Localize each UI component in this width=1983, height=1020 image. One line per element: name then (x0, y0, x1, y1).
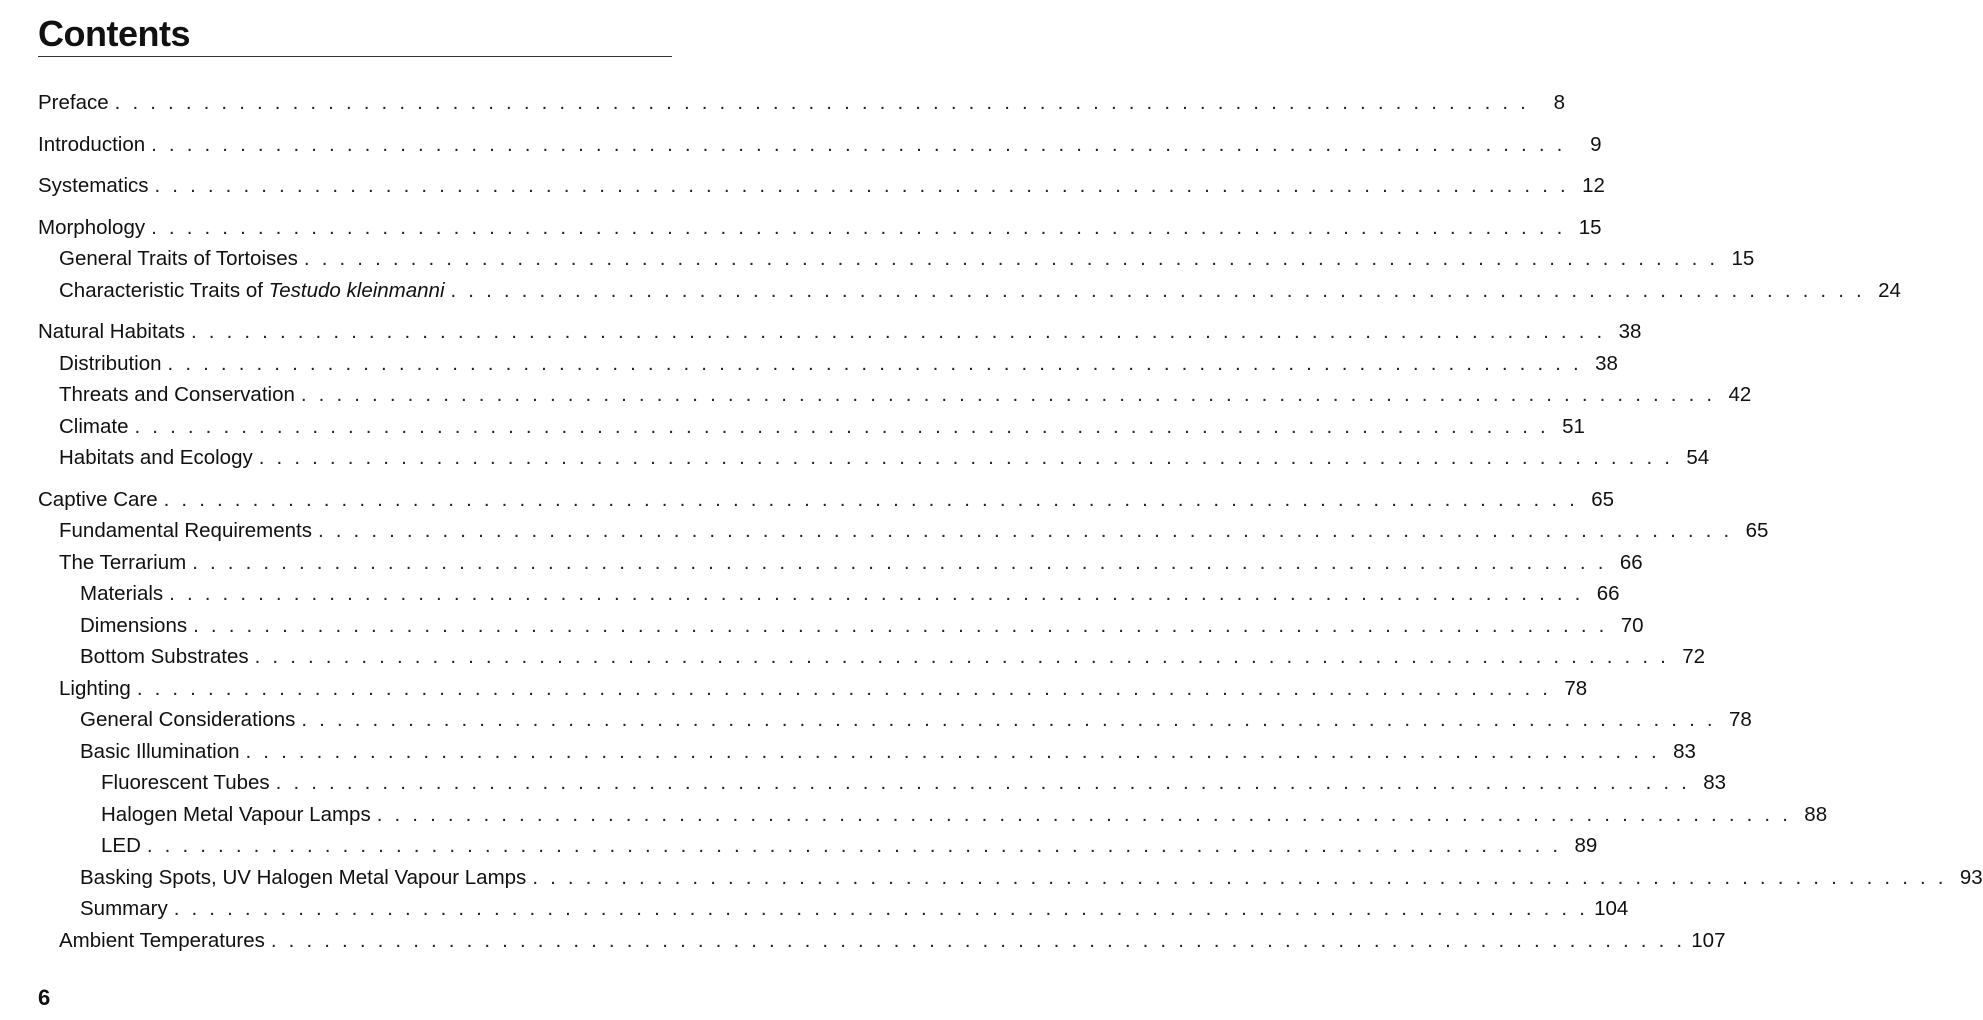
toc-entry[interactable] (38, 830, 1598, 862)
toc-entry-page: 65 (1745, 519, 1769, 542)
dot-leader: . . . . . . . . . . . . . . . . . . . . . . . . . . . . . . . . . . . . . . . . . . . . . . . . . . . . . . . . . . . . . . . . . . . . . . . . . . . . . . . . (136, 676, 1552, 700)
toc-entry-title-text: Characteristic Traits of (59, 278, 269, 302)
toc-entry[interactable] (38, 442, 1710, 474)
toc-entry[interactable] (38, 170, 1605, 202)
toc-entry-title (38, 316, 185, 348)
dot-leader: . . . . . . . . . . . . . . . . . . . . . . . . . . . . . . . . . . . . . . . . . . . . . . . . . . . . . . . . . . . . . . . . . . . . . . . . . . . . . . . . (300, 383, 1716, 406)
toc-list (38, 87, 1983, 956)
toc-entry-page: 38 (1595, 351, 1618, 375)
dot-leader: . . . . . . . . . . . . . . . . . . . . . . . . . . . . . . . . . . . . . . . . . . . . . . . . . . . . . . . . . . . . . . . . . . . . . . . . . . . . . . . . (258, 446, 1674, 469)
toc-entry[interactable] (38, 547, 1643, 579)
toc-entry[interactable] (38, 862, 1983, 894)
toc-entry[interactable] (38, 578, 1620, 610)
toc-entry-title-text: Basking Spots, UV Halogen Metal Vapour Lamps (80, 865, 527, 889)
toc-entry[interactable] (38, 129, 1602, 161)
toc-entry-title-text: Introduction (38, 132, 146, 156)
toc-entry[interactable] (38, 212, 1602, 244)
toc-entry-title (59, 379, 295, 411)
dot-leader: . . . . . . . . . . . . . . . . . . . . . . . . . . . . . . . . . . . . . . . . . . . . . . . . . . . . . . . . . . . . . . . . . . . . . . . . . . . . . . . . (134, 414, 1549, 438)
toc-entry-page: 42 (1728, 383, 1752, 406)
dot-leader: . . . . . . . . . . . . . . . . . . . . . . . . . . . . . . . . . . . . . . . . . . . . . . . . . . . . . . . . . . . . . . . . . . . . . . . . . . . . . . . . (275, 771, 1691, 794)
toc-entry-title (38, 484, 158, 516)
toc-entry-title (101, 767, 270, 799)
toc-entry-page: 15 (1578, 215, 1602, 239)
dot-leader: . . . . . . . . . . . . . . . . . . . . . . . . . . . . . . . . . . . . . . . . . . . . . . . . . . . . . . . . . . . . . . . . . . . . . . . . . . . . . . . . (450, 278, 1865, 302)
toc-entry-title (59, 673, 131, 705)
dot-leader: . . . . . . . . . . . . . . . . . . . . . . . . . . . . . . . . . . . . . . . . . . . . . . . . . . . . . . . . . . . . . . . . . . . . . . . . . . . . . . . . (151, 132, 1566, 156)
toc-entry-title-text: Summary (80, 897, 168, 920)
toc-entry-title (59, 442, 253, 474)
dot-leader: . . . . . . . . . . . . . . . . . . . . . . . . . . . . . . . . . . . . . . . . . . . . . . . . . . . . . . . . . . . . . . . . . . . . . . . . . . . . . . . . (146, 834, 1562, 857)
dot-leader: . . . . . . . . . . . . . . . . . . . . . . . . . . . . . . . . . . . . . . . . . . . . . . . . . . . . . . . . . . . . . . . . . . . . . . . . . . . . . . . . (317, 519, 1733, 542)
toc-entry-title (80, 736, 240, 768)
toc-entry-page: 83 (1703, 771, 1727, 794)
toc-entry[interactable] (38, 893, 1629, 925)
toc-entry[interactable] (38, 610, 1644, 642)
toc-entry-title (101, 830, 141, 862)
toc-entry-title-text: Distribution (59, 351, 162, 375)
toc-entry-page: 93 (1959, 865, 1983, 889)
toc-entry-page: 88 (1804, 802, 1828, 826)
dot-leader: . . . . . . . . . . . . . . . . . . . . . . . . . . . . . . . . . . . . . . . . . . . . . . . . . . . . . . . . . . . . . . . . . . . . . . . . . . . . . . . . (173, 897, 1589, 920)
toc-entry-title (38, 170, 149, 202)
dot-leader: . . . . . . . . . . . . . . . . . . . . . . . . . . . . . . . . . . . . . . . . . . . . . . . . . . . . . . . . . . . . . . . . . . . . . . . . . . . . . . . . (301, 708, 1716, 731)
toc-entry[interactable] (38, 673, 1588, 705)
toc-entry-title-text: Basic Illumination (80, 739, 240, 763)
toc-entry-title (59, 547, 186, 579)
toc-entry[interactable] (38, 515, 1769, 547)
toc-entry-title (59, 515, 312, 547)
toc-entry-title (59, 243, 298, 275)
toc-entry[interactable] (38, 316, 1642, 348)
toc-entry-title-text: Bottom Substrates (80, 645, 249, 668)
dot-leader: . . . . . . . . . . . . . . . . . . . . . . . . . . . . . . . . . . . . . . . . . . . . . . . . . . . . . . . . . . . . . . . . . . . . . . . . . . . . . . . . (376, 802, 1792, 826)
toc-entry[interactable] (38, 411, 1585, 443)
toc-entry[interactable] (38, 799, 1828, 831)
toc-entry-title-text: Systematics (38, 174, 149, 197)
toc-entry-page: 66 (1596, 582, 1620, 605)
toc-entry-page: 72 (1682, 645, 1706, 668)
dot-leader: . . . . . . . . . . . . . . . . . . . . . . . . . . . . . . . . . . . . . . . . . . . . . . . . . . . . . . . . . . . . . . . . . . . . . . . . . . . . . . . . (163, 487, 1579, 511)
toc-entry-page: 8 (1553, 91, 1566, 114)
contents-page (38, 0, 1983, 1020)
dot-leader: . . . . . . . . . . . . . . . . . . . . . . . . . . . . . . . . . . . . . . . . . . . . . . . . . . . . . . . . . . . . . . . . . . . . . . . . . . . . . . . . (169, 582, 1584, 605)
toc-entry-title-text: Natural Habitats (38, 320, 185, 343)
toc-entry-title (80, 704, 295, 736)
dot-leader: . . . . . . . . . . . . . . . . . . . . . . . . . . . . . . . . . . . . . . . . . . . . . . . . . . . . . . . . . . . . . . . . . . . . . . . . . . . . . . . . (154, 174, 1569, 197)
toc-entry-title (80, 641, 249, 673)
toc-entry-title-text: Fluorescent Tubes (101, 771, 270, 794)
dot-leader: . . . . . . . . . . . . . . . . . . . . . . . . . . . . . . . . . . . . . . . . . . . . . . . . . . . . . . . . . . . . . . . . . . . . . . . . . . . . . . . . (192, 550, 1607, 574)
toc-entry-page: 70 (1620, 613, 1644, 637)
toc-entry-title-text: Ambient Temperatures (59, 928, 265, 952)
toc-entry-page: 54 (1686, 446, 1710, 469)
dot-leader: . . . . . . . . . . . . . . . . . . . . . . . . . . . . . . . . . . . . . . . . . . . . . . . . . . . . . . . . . . . . . . . . . . . . . . . . . . . . . . . . (245, 739, 1660, 763)
toc-entry-title-text: Habitats and Ecology (59, 446, 253, 469)
toc-entry[interactable] (38, 243, 1755, 275)
toc-entry-page: 51 (1562, 414, 1585, 438)
dot-leader: . . . . . . . . . . . . . . . . . . . . . . . . . . . . . . . . . . . . . . . . . . . . . . . . . . . . . . . . . . . . . . . . . . . . . . . . . . . . . . . . (167, 351, 1582, 375)
toc-entry[interactable] (38, 925, 1726, 957)
toc-entry-title (38, 129, 145, 161)
toc-entry-title-text: Fundamental Requirements (59, 519, 312, 542)
toc-entry-title (38, 87, 109, 119)
toc-entry[interactable] (38, 484, 1615, 516)
dot-leader: . . . . . . . . . . . . . . . . . . . . . . . . . . . . . . . . . . . . . . . . . . . . . . . . . . . . . . . . . . . . . . . . . . . . . . . . . . . . . . . . (254, 645, 1670, 668)
toc-entry-title-text: Captive Care (38, 487, 158, 511)
toc-entry-title (80, 578, 163, 610)
toc-entry-title (59, 925, 265, 957)
dot-leader: . . . . . . . . . . . . . . . . . . . . . . . . . . . . . . . . . . . . . . . . . . . . . . . . . . . . . . . . . . . . . . . . . . . . . . . . . . . . . . . . (190, 320, 1606, 343)
toc-entry-page: 65 (1591, 487, 1615, 511)
toc-entry[interactable] (38, 348, 1618, 380)
toc-entry-title (59, 275, 445, 307)
toc-entry-title-text: Preface (38, 91, 109, 114)
dot-leader: . . . . . . . . . . . . . . . . . . . . . . . . . . . . . . . . . . . . . . . . . . . . . . . . . . . . . . . . . . . . . . . . . . . . . . . . . . . . . . . . (193, 613, 1608, 637)
toc-entry[interactable] (38, 767, 1727, 799)
toc-entry-title-text: General Considerations (80, 708, 296, 731)
title-rule (38, 56, 672, 57)
toc-entry-page: 15 (1731, 247, 1755, 270)
page-title: Contents (38, 13, 190, 54)
toc-entry-page: 78 (1728, 708, 1752, 731)
toc-entry-page: 104 (1594, 897, 1629, 920)
toc-entry-page: 89 (1574, 834, 1598, 857)
toc-entry-page: 12 (1582, 174, 1605, 197)
toc-entry-title-text: Morphology (38, 215, 146, 239)
dot-leader: . . . . . . . . . . . . . . . . . . . . . . . . . . . . . . . . . . . . . . . . . . . . . . . . . . . . . . . . . . . . . . . . . . . . . . . . . . . . . . . . (532, 865, 1947, 889)
toc-entry-title-text: The Terrarium (59, 550, 187, 574)
toc-entry-title-text: General Traits of Tortoises (59, 247, 298, 270)
toc-entry[interactable] (38, 736, 1696, 768)
toc-entry-page: 78 (1564, 676, 1588, 700)
toc-entry-page: 9 (1590, 132, 1602, 156)
toc-entry-title (59, 348, 162, 380)
toc-entry[interactable] (38, 275, 1901, 307)
toc-entry-title (80, 862, 526, 894)
dot-leader: . . . . . . . . . . . . . . . . . . . . . . . . . . . . . . . . . . . . . . . . . . . . . . . . . . . . . . . . . . . . . . . . . . . . . . . . . . . . . . . . (151, 215, 1566, 239)
toc-entry-title-text: Materials (80, 582, 164, 605)
toc-entry-title-text: Threats and Conservation (59, 383, 295, 406)
toc-entry-title (38, 212, 145, 244)
dot-leader: . . . . . . . . . . . . . . . . . . . . . . . . . . . . . . . . . . . . . . . . . . . . . . . . . . . . . . . . . . . . . . . . . . . . . . . . . . . . . . . . (270, 928, 1686, 952)
toc-entry-title-italic: Testudo kleinmanni (268, 278, 445, 302)
toc-entry-title-text: Climate (59, 414, 129, 438)
toc-entry-title (80, 610, 187, 642)
toc-entry-page: 24 (1878, 278, 1901, 302)
toc-entry[interactable] (38, 704, 1752, 736)
dot-leader: . . . . . . . . . . . . . . . . . . . . . . . . . . . . . . . . . . . . . . . . . . . . . . . . . . . . . . . . . . . . . . . . . . . . . . . . . . . . . . . . (114, 91, 1530, 114)
toc-entry-page: 66 (1619, 550, 1643, 574)
toc-entry-title (80, 893, 168, 925)
toc-entry-title (101, 799, 371, 831)
toc-entry[interactable] (38, 87, 1566, 119)
toc-entry-page: 83 (1673, 739, 1696, 763)
toc-entry-page: 107 (1691, 928, 1726, 952)
toc-entry-title (59, 411, 129, 443)
toc-entry-title-text: LED (101, 834, 141, 857)
dot-leader: . . . . . . . . . . . . . . . . . . . . . . . . . . . . . . . . . . . . . . . . . . . . . . . . . . . . . . . . . . . . . . . . . . . . . . . . . . . . . . . . (303, 247, 1719, 270)
toc-entry-title-text: Lighting (59, 676, 131, 700)
toc-entry[interactable] (38, 379, 1752, 411)
toc-entry-title-text: Halogen Metal Vapour Lamps (101, 802, 371, 826)
page-number: 6 (38, 985, 51, 1010)
toc-entry-page: 38 (1618, 320, 1642, 343)
toc-entry-title-text: Dimensions (80, 613, 188, 637)
toc-entry[interactable] (38, 641, 1706, 673)
